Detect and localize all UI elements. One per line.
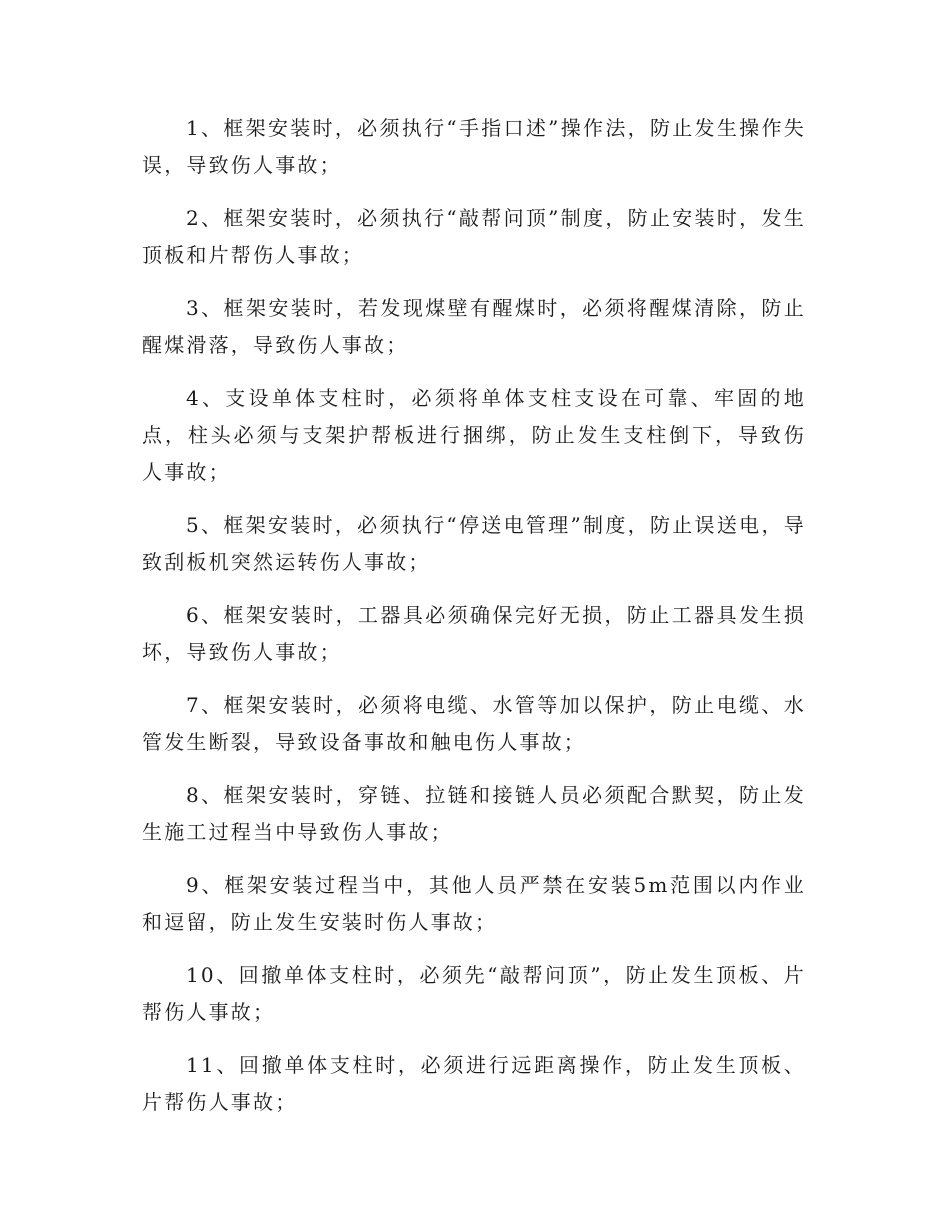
paragraph-2: 2、框架安装时，必须执行“敲帮问顶”制度，防止安装时，发生顶板和片帮伤人事故； <box>142 206 806 267</box>
paragraph-1: 1、框架安装时，必须执行“手指口述”操作法，防止发生操作失误，导致伤人事故； <box>142 116 806 177</box>
paragraph-6: 6、框架安装时，工器具必须确保完好无损，防止工器具发生损坏，导致伤人事故； <box>142 603 806 664</box>
paragraph-10: 10、回撤单体支柱时，必须先“敲帮问顶”，防止发生顶板、片帮伤人事故； <box>142 963 806 1024</box>
paragraph-8: 8、框架安装时，穿链、拉链和接链人员必须配合默契，防止发生施工过程当中导致伤人事故； <box>142 783 806 844</box>
paragraph-11: 11、回撤单体支柱时，必须进行远距离操作，防止发生顶板、片帮伤人事故； <box>142 1053 806 1114</box>
document-body <box>142 110 806 1137</box>
paragraph-9: 9、框架安装过程当中，其他人员严禁在安装5m范围以内作业和逗留，防止发生安装时伤人事故； <box>142 873 806 934</box>
paragraph-4: 4、支设单体支柱时，必须将单体支柱支设在可靠、牢固的地点，柱头必须与支架护帮板进行捆绑，防止发生支柱倒下，导致伤人事故； <box>142 386 806 484</box>
paragraph-5: 5、框架安装时，必须执行“停送电管理”制度，防止误送电，导致刮板机突然运转伤人事故； <box>142 513 806 574</box>
paragraph-7: 7、框架安装时，必须将电缆、水管等加以保护，防止电缆、水管发生断裂，导致设备事故和触电伤人事故； <box>142 693 806 754</box>
paragraph-3: 3、框架安装时，若发现煤壁有醒煤时，必须将醒煤清除，防止醒煤滑落，导致伤人事故； <box>142 296 806 357</box>
